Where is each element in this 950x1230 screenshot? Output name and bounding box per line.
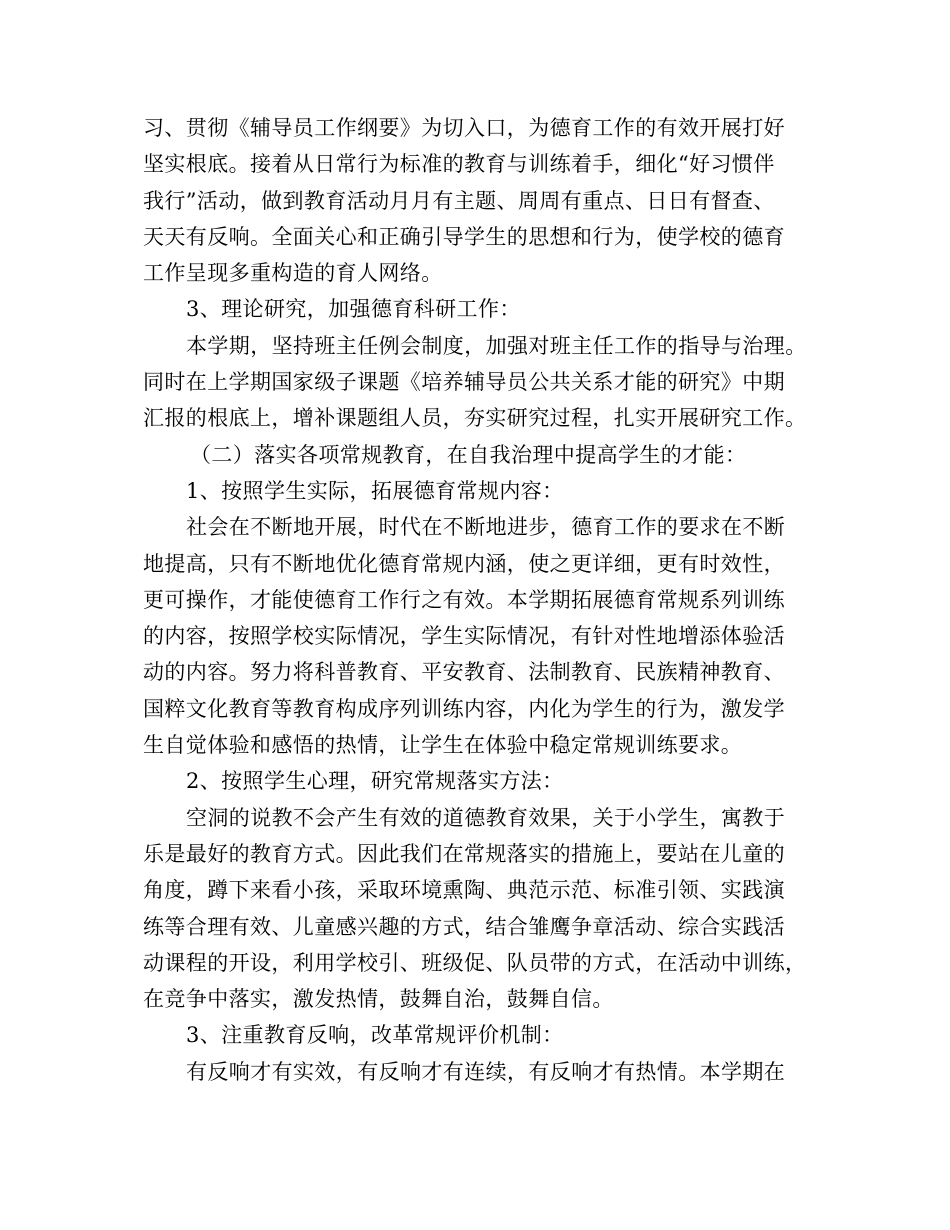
paragraph-line: 天天有反响。全面关心和正确引导学生的思想和行为，使学校的德育 (143, 224, 785, 249)
document-body (143, 110, 833, 1090)
section-heading: （二）落实各项常规教育，在自我治理中提高学生的才能： (190, 442, 747, 467)
paragraph-line: 习、贯彻《辅导员工作纲要》为切入口，为德育工作的有效开展打好 (143, 116, 785, 140)
paragraph-line: 生自觉体验和感悟的热情，让学生在体验中稳定常规训练要求。 (143, 733, 743, 758)
paragraph-line: 角度，蹲下来看小孩，采取环境熏陶、典范示范、标准引领、实践演 (143, 878, 785, 903)
paragraph-line: 有反响才有实效，有反响才有连续，有反响才有热情。本学期在 (186, 1059, 786, 1084)
paragraph-line: 本学期，坚持班主任例会制度，加强对班主任工作的指导与治理。 (186, 333, 807, 358)
paragraph-line: 社会在不断地开展，时代在不断地进步，德育工作的要求在不断 (186, 515, 786, 540)
paragraph-line: 动课程的开设，利用学校引、班级促、队员带的方式，在活动中训练， (143, 950, 807, 975)
section-heading: 3、注重教育反响，改革常规评价机制： (186, 1023, 564, 1048)
section-heading: 2、按照学生心理，研究常规落实方法： (186, 769, 564, 794)
paragraph-line: 空洞的说教不会产生有效的道德教育效果，关于小学生，寓教于 (186, 805, 786, 830)
paragraph-line: 练等合理有效、儿童感兴趣的方式，结合雏鹰争章活动、综合实践活 (143, 914, 785, 939)
section-heading: 3、理论研究，加强德育科研工作： (186, 297, 521, 322)
paragraph-line: 在竞争中落实，激发热情，鼓舞自治，鼓舞自信。 (143, 987, 614, 1012)
paragraph-line: 坚实根底。接着从日常行为标准的教育与训练着手，细化“好习惯伴 (143, 152, 775, 177)
paragraph-line: 乐是最好的教育方式。因此我们在常规落实的措施上，要站在儿童的 (143, 841, 785, 866)
paragraph-line: 动的内容。努力将科普教育、平安教育、法制教育、民族精神教育、 (143, 660, 785, 685)
paragraph-line: 我行”活动，做到教育活动月月有主题、周周有重点、日日有督查、 (143, 188, 775, 213)
paragraph-line: 更可操作，才能使德育工作行之有效。本学期拓展德育常规系列训练 (143, 587, 785, 612)
paragraph-line: 的内容，按照学校实际情况，学生实际情况，有针对性地增添体验活 (143, 624, 785, 649)
paragraph-line: 地提高，只有不断地优化德育常规内涵，使之更详细，更有时效性， (143, 551, 785, 576)
paragraph-line: 汇报的根底上，增补课题组人员，夯实研究过程，扎实开展研究工作。 (143, 406, 807, 431)
paragraph-line: 工作呈现多重构造的育人网络。 (143, 261, 443, 286)
paragraph-line: 同时在上学期国家级子课题《培养辅导员公共关系才能的研究》中期 (143, 370, 785, 395)
paragraph-line: 国粹文化教育等教育构成序列训练内容，内化为学生的行为，激发学 (143, 696, 785, 721)
section-heading: 1、按照学生实际，拓展德育常规内容： (186, 478, 564, 503)
